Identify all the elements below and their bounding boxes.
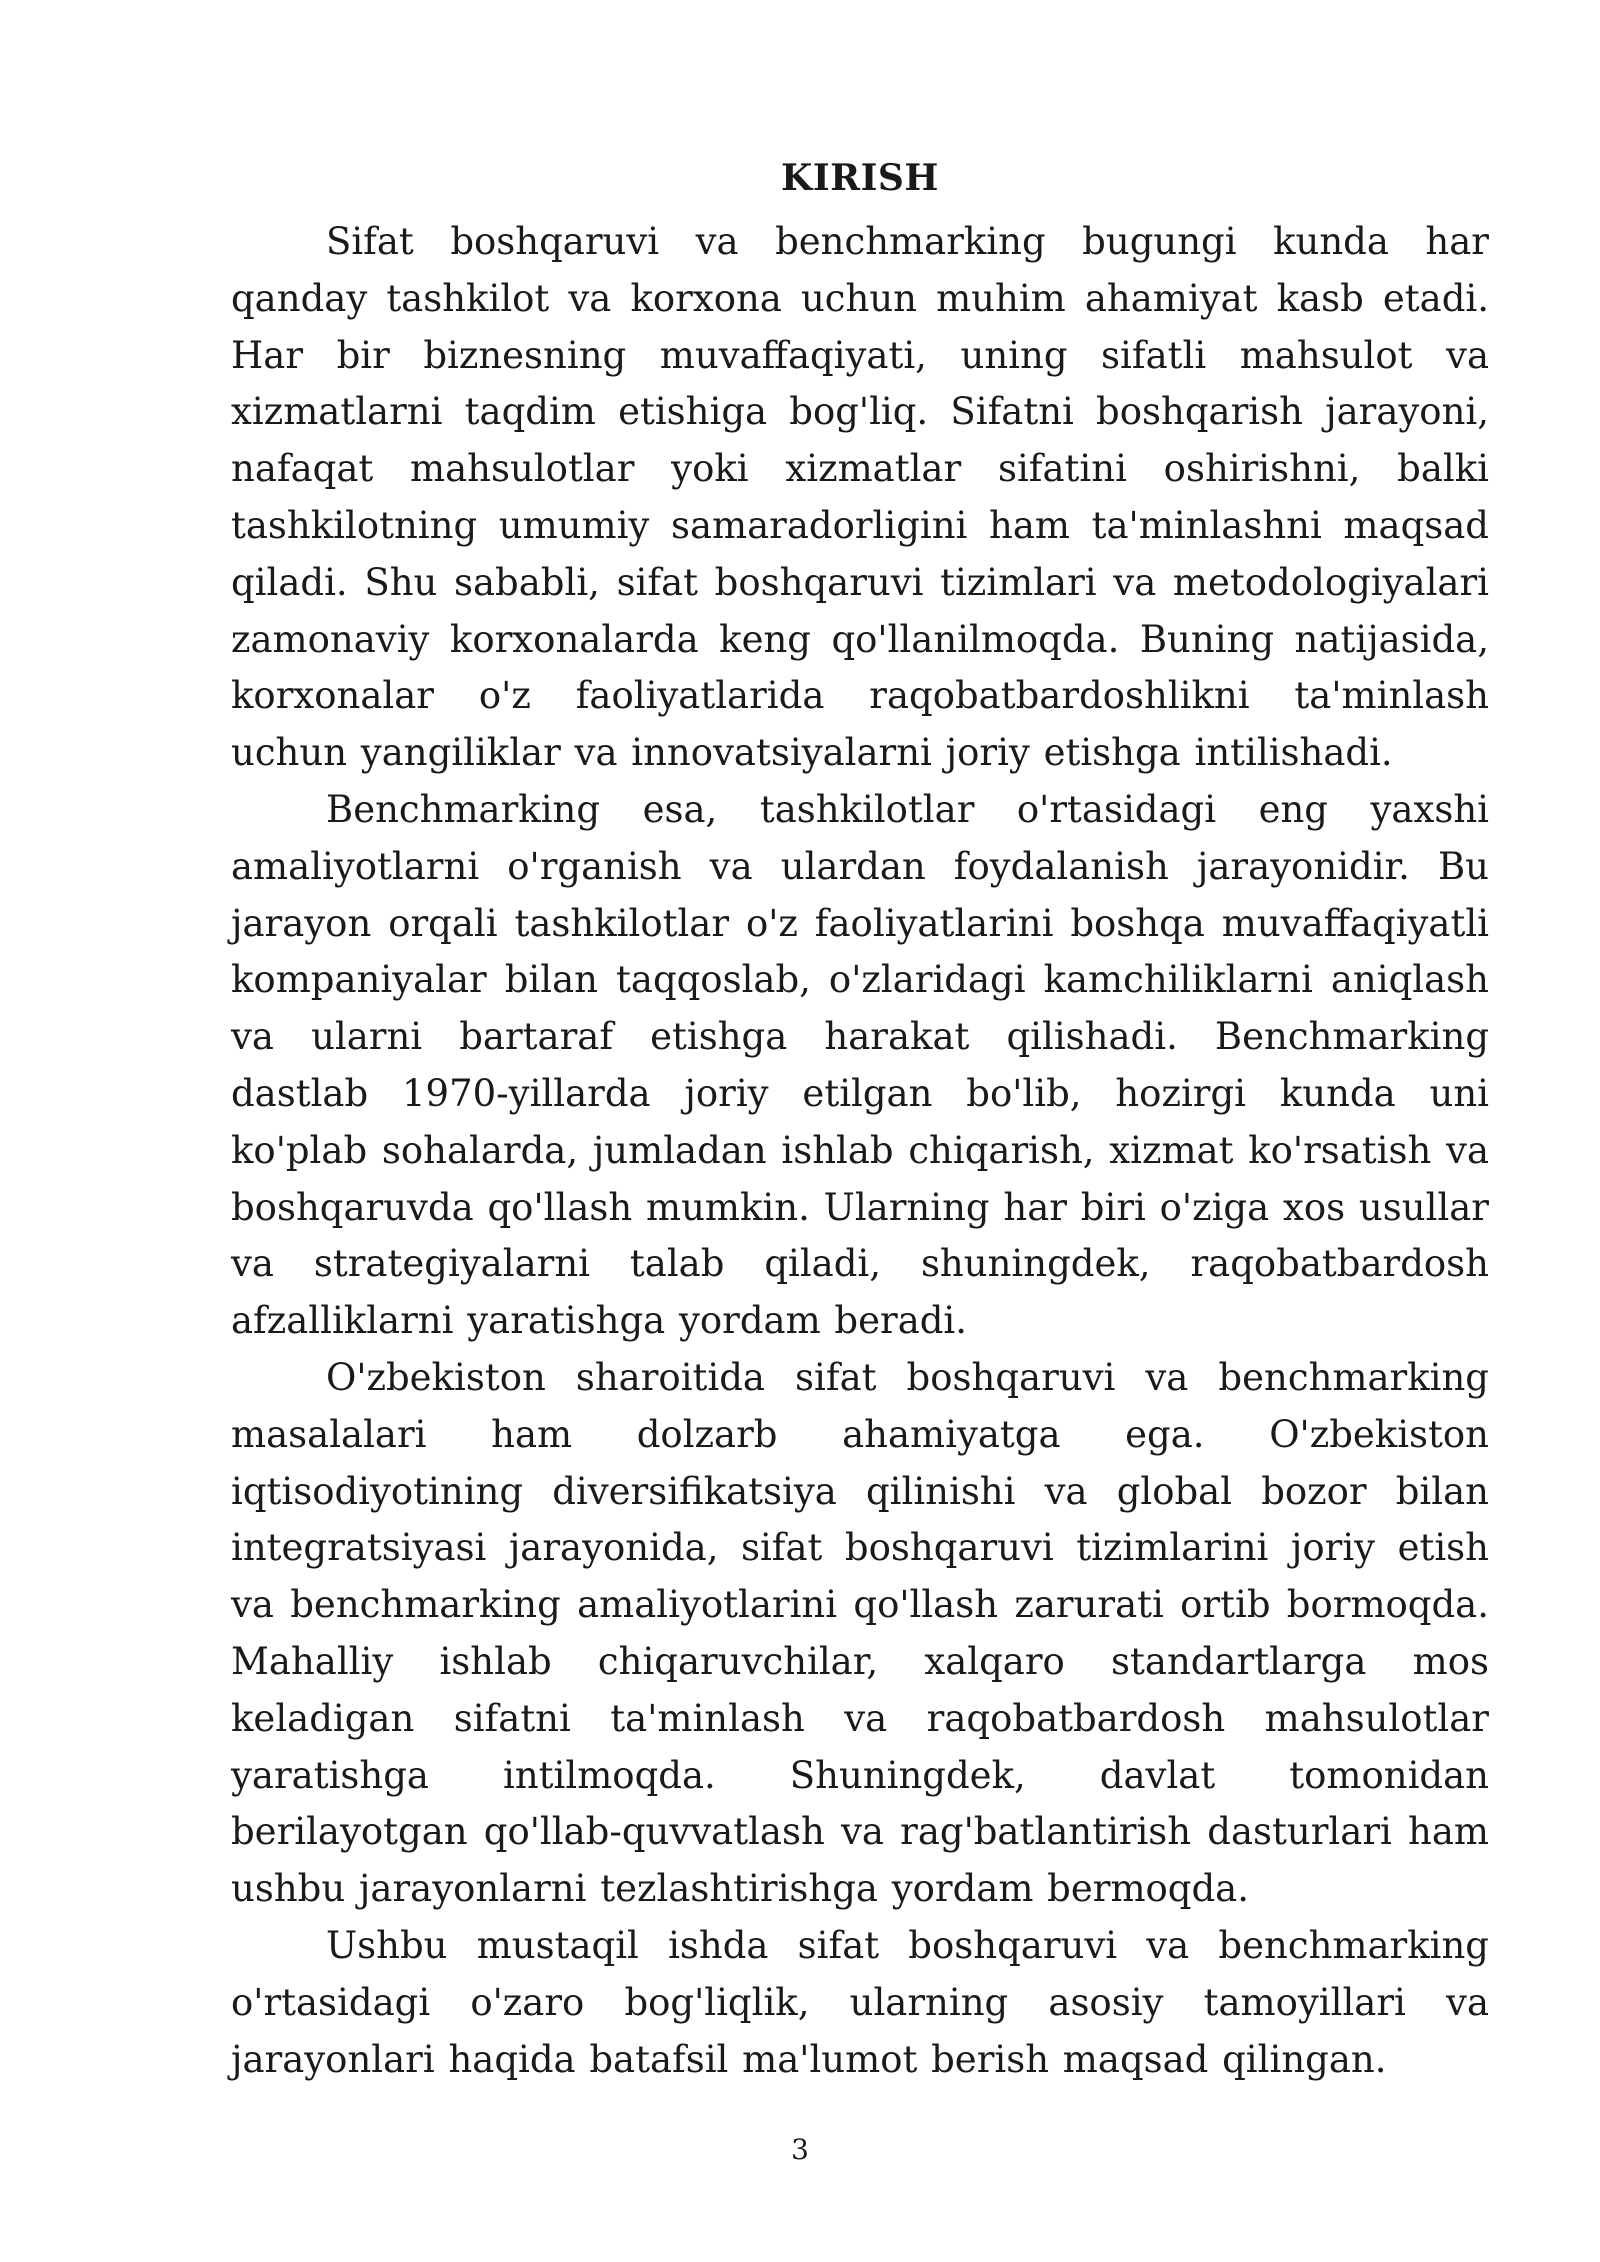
- paragraph-4: Ushbu mustaqil ishda sifat boshqaruvi va benchmarking o'rtasidagi o'zaro bog'liqlik, ularning asosiy tamoyillari va jarayonlari haqida batafsil ma'lumot berish maqsad qilingan.: [231, 1923, 1489, 2081]
- paragraph-2: Benchmarking esa, tashkilotlar o'rtasidagi eng yaxshi amaliyotlarni o'rganish va ulardan foydalanish jarayonidir. Bu jarayon orqali tashkilotlar o'z faoliyatlarini boshqa muvaffaqiyatli kompaniyalar bilan taqqoslab, o'zlaridagi kamchiliklarni aniqlash va ularni bartaraf etishga harakat qilishadi. Benchmarking dastlab 1970-yillarda joriy etilgan bo'lib, hozirgi kunda uni ko'plab sohalarda, jumladan ishlab chiqarish, xizmat ko'rsatish va boshqaruvda qo'llash mumkin. Ularning har biri o'ziga xos usullar va strategiyalarni talab qiladi, shuningdek, raqobatbardosh afzalliklarni yaratishga yordam beradi.: [231, 787, 1489, 1343]
- document-page: [231, 150, 1489, 2088]
- page-title: KIRISH: [781, 157, 939, 199]
- page-number: 3: [791, 2133, 809, 2166]
- paragraph-3: O'zbekiston sharoitida sifat boshqaruvi va benchmarking masalalari ham dolzarb ahamiyatga ega. O'zbekiston iqtisodiyotining diversifikatsiya qilinishi va global bozor bilan integratsiyasi jarayonida, sifat boshqaruvi tizimlarini joriy etish va benchmarking amaliyotlarini qo'llash zarurati ortib bormoqda. Mahalliy ishlab chiqaruvchilar, xalqaro standartlarga mos keladigan sifatni ta'minlash va raqobatbardosh mahsulotlar yaratishga intilmoqda. Shuningdek, davlat tomonidan berilayotgan qo'llab-quvvatlash va rag'batlantirish dasturlari ham ushbu jarayonlarni tezlashtirishga yordam bermoqda.: [231, 1355, 1489, 1911]
- paragraph-1: Sifat boshqaruvi va benchmarking bugungi kunda har qanday tashkilot va korxona uchun muhim ahamiyat kasb etadi. Har bir biznesning muvaffaqiyati, uning sifatli mahsulot va xizmatlarni taqdim etishiga bog'liq. Sifatni boshqarish jarayoni, nafaqat mahsulotlar yoki xizmatlar sifatini oshirishni, balki tashkilotning umumiy samaradorligini ham ta'minlashni maqsad qiladi. Shu sababli, sifat boshqaruvi tizimlari va metodologiyalari zamonaviy korxonalarda keng qo'llanilmoqda. Buning natijasida, korxonalar o'z faoliyatlarida raqobatbardoshlikni ta'minlash uchun yangiliklar va innovatsiyalarni joriy etishga intilishadi.: [231, 220, 1489, 775]
